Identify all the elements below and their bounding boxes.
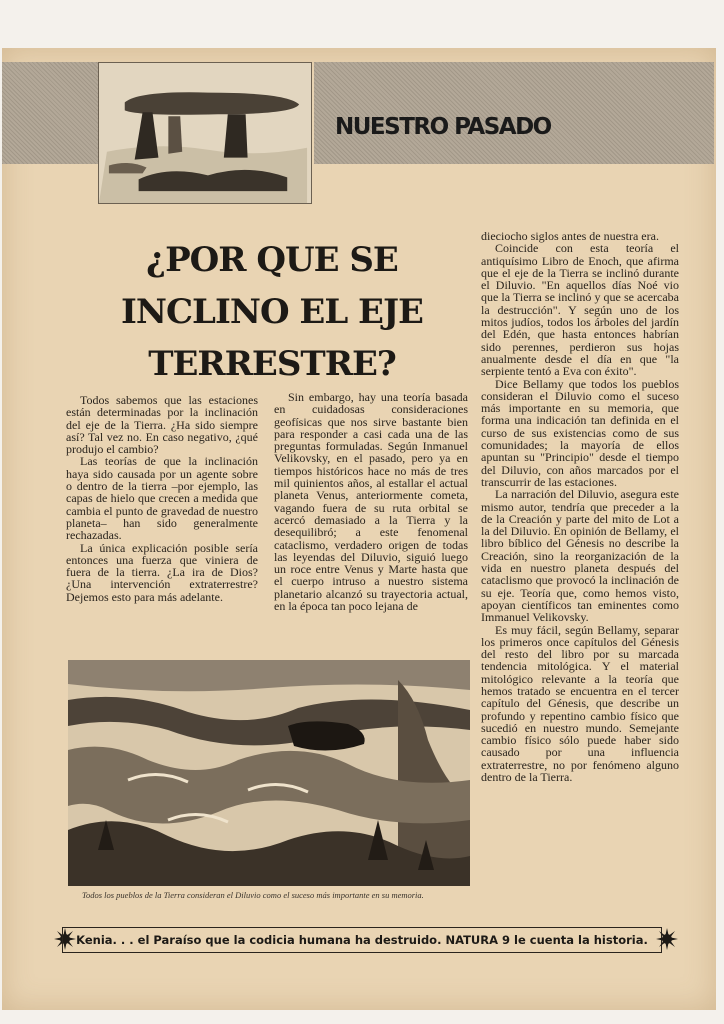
paragraph: Todos sabemos que las estaciones están determinadas por la inclinación del eje de la Tierra. ¿Ha sido siempre así? Tal vez no. En caso negativo, ¿qué produjo el cambio? xyxy=(66,393,258,457)
headline-line: ¿POR QUE SE xyxy=(146,240,398,280)
paragraph: Es muy fácil, según Bellamy, separar los primeros once capítulos del Génesis del resto del libro por su marcada tendencia mitológica. Y el material mitológico relevante a la teoría que hemos tratado se encuentra en el tercer capítulo del Génesis, que describe un profundo y repentino cambio físico que sucedió en nuestro mundo. Semejante cambio físico sólo puede haber sido causado por una influencia extraterrestre, no por fenómeno alguno dentro de la Tierra. xyxy=(481,622,679,785)
paragraph: Sin embargo, hay una teoría basada en cuidadosas consideraciones geofísicas que nos sirve bastante bien para responder a casi cada una de las preguntas formuladas. Según Inmanuel Velikovsky, en el pasado, pero ya en tiempos históricos hace no más de tres mil quinientos años, al estallar el actual planeta Venus, anteriormente cometa, vagando fuera de su ruta orbital se acercó demasiado a la Tierra y la desequilibró; a este fenomenal cataclismo, verdadero origen de todas las leyendas del Diluvio, siguió luego un roce entre Venus y Marte hasta que el cuerpo intruso a nuestro sistema planetario alcanzó su trayectoria actual, en la época tan poco lejana de xyxy=(274,390,468,614)
headline-line: TERRESTRE? xyxy=(148,344,396,384)
article-column-1 xyxy=(66,394,258,603)
illustration-caption: Todos los pueblos de la Tierra consideran el Diluvio como el suceso más importante en su memoria. xyxy=(82,890,424,900)
footer-banner-text: Kenia. . . el Paraíso que la codicia humana ha destruido. NATURA 9 le cuenta la historia. xyxy=(76,933,648,947)
paragraph: Coincide con esta teoría el antiquísimo Libro de Enoch, que afirma que el eje de la Tierra se inclinó durante el Diluvio. "En aquellos días Noé vio que la Tierra se inclinó y que se acercaba la destrucción". Y según uno de los mitos judíos, todos los árboles del jardín del Edén, que hasta entonces habrían sido perennes, perdieron sus hojas anualmente desde el día en que "la serpiente tentó a Eva con éxito". xyxy=(481,241,679,379)
article-column-3 xyxy=(481,230,679,783)
header-band-left xyxy=(2,62,98,164)
header-band-right xyxy=(314,62,714,164)
flood-waves-illustration xyxy=(68,660,470,886)
paragraph: Dice Bellamy que todos los pueblos consideran el Diluvio como el suceso más importante en su memoria, que forma una indicación tan definida en el curso de sus existencias como de sus comunidades; la mayoría de ellos apuntan su "Principio" desde el tiempo del Diluvio, con años marcados por el transcurrir de las estaciones. xyxy=(481,376,679,489)
dolmen-stone-icon xyxy=(98,62,312,204)
paragraph: Las teorías de que la inclinación haya sido causada por un agente sobre o dentro de la tierra –por ejemplo, las capas de hielo que crecen a medida que cambia el punto de gravedad de nuestro planeta– han sido generalmente rechazadas. xyxy=(66,454,258,543)
headline-line: INCLINO EL EJE xyxy=(121,292,423,332)
article-column-2 xyxy=(274,391,468,612)
sunburst-icon xyxy=(656,928,678,950)
paragraph: La narración del Diluvio, asegura este mismo autor, tendría que preceder a la de la Creación y parte del mito de Lot a la del Diluvio. En opinión de Bellamy, el libro bíblico del Génesis no describe la Creación, sino la reorganización de la vida en nuestro planeta después del cataclismo que provocó la inclinación de su eje. Teoría que, como hemos visto, apoyan científicos tan eminentes como Immanuel Velikovsky. xyxy=(481,487,679,625)
magazine-page xyxy=(2,48,716,1010)
footer-promo-banner xyxy=(62,927,662,953)
section-title: NUESTRO PASADO xyxy=(335,114,551,140)
paragraph: La única explicación posible sería entonces una fuerza que viniera de fuera de la tierra. ¿La ira de Dios? ¿Una intervención extraterrestre? Dejemos esto para más adelante. xyxy=(66,540,258,604)
paragraph: dieciocho siglos antes de nuestra era. xyxy=(481,229,659,243)
article-headline xyxy=(62,234,482,390)
